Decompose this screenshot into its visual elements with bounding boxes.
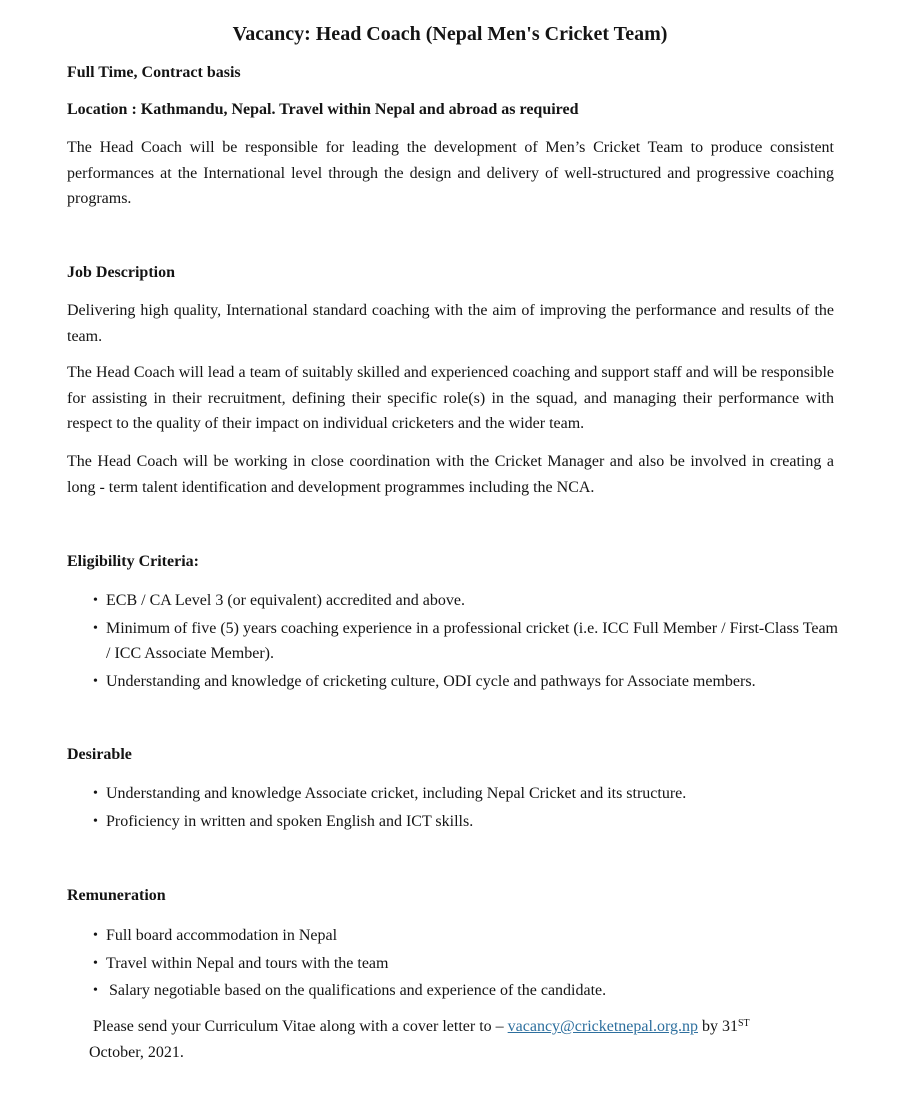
- list-item-text: ECB / CA Level 3 (or equivalent) accredited and above.: [106, 592, 465, 609]
- list-item: [93, 809, 838, 835]
- job-description-paragraph-1: Delivering high quality, International standard coaching with the aim of improving the performance and results of the team.: [67, 302, 834, 345]
- bullet-icon: •: [93, 786, 98, 801]
- location-line: Location : Kathmandu, Nepal. Travel within Nepal and abroad as required: [67, 101, 579, 118]
- page-title: Vacancy: Head Coach (Nepal Men's Cricket Team): [232, 23, 668, 45]
- list-item-text: [106, 616, 838, 667]
- bullet-icon: •: [93, 620, 98, 636]
- list-item-text: Full board accommodation in Nepal: [106, 927, 338, 944]
- list-item-text: Salary negotiable based on the qualifications and experience of the candidate.: [109, 982, 607, 999]
- list-item: [93, 978, 838, 1004]
- bullet-icon: •: [93, 928, 98, 943]
- bullet-icon: •: [93, 593, 98, 608]
- list-item: [93, 588, 838, 614]
- deadline-date: October, 2021.: [89, 1043, 184, 1061]
- bullet-icon: •: [93, 983, 98, 998]
- list-item: [93, 616, 838, 667]
- employment-type: Full Time, Contract basis: [67, 64, 241, 81]
- bullet-icon: •: [93, 673, 98, 689]
- desirable-heading: Desirable: [67, 746, 132, 763]
- eligibility-list: [93, 588, 838, 696]
- ordinal-suffix: ST: [738, 1018, 750, 1029]
- job-description-paragraph-2: The Head Coach will lead a team of suitably skilled and experienced coaching and support staff and will be responsible for assisting in their recruitment, defining their specific role(s) in the squad, and managing their performance with respect to the quality of their impact on individual cricketers and the wider team.: [67, 364, 834, 432]
- list-item-text: Understanding and knowledge Associate cricket, including Nepal Cricket and its structure.: [106, 785, 687, 802]
- eligibility-heading: Eligibility Criteria:: [67, 553, 199, 570]
- intro-paragraph: The Head Coach will be responsible for leading the development of Men’s Cricket Team to produce consistent performances at the International level through the design and delivery of well-structured and progressive coaching programs.: [67, 139, 834, 207]
- list-item-text-content: Minimum of five (5) years coaching experience in a professional cricket (i.e. ICC Full Member / First-Class Team / ICC Associate Member).: [106, 619, 838, 662]
- application-instructions: [89, 1014, 835, 1065]
- list-item: [93, 781, 838, 807]
- list-item-text: Understanding and knowledge of cricketing culture, ODI cycle and pathways for Associate members.: [106, 672, 756, 690]
- remuneration-heading: Remuneration: [67, 887, 166, 904]
- bullet-icon: •: [93, 813, 98, 829]
- desirable-list: [93, 781, 838, 836]
- job-description-paragraph-3: The Head Coach will be working in close coordination with the Cricket Manager and also be involved in creating a long - term talent identification and development programmes including the NCA.: [67, 453, 834, 496]
- list-item: [93, 923, 838, 949]
- list-item: [93, 669, 838, 695]
- closing-by-text: by 31: [698, 1018, 738, 1035]
- list-item-text: Proficiency in written and spoken English and ICT skills.: [106, 812, 474, 830]
- closing-text: Please send your Curriculum Vitae along with a cover letter to –: [93, 1018, 508, 1035]
- remuneration-list: [93, 923, 838, 1006]
- email-link[interactable]: vacancy@cricketnepal.org.np: [507, 1018, 698, 1035]
- list-item-text: Travel within Nepal and tours with the team: [106, 954, 389, 972]
- bullet-icon: •: [93, 955, 98, 971]
- job-description-heading: Job Description: [67, 264, 175, 281]
- list-item: [93, 951, 838, 977]
